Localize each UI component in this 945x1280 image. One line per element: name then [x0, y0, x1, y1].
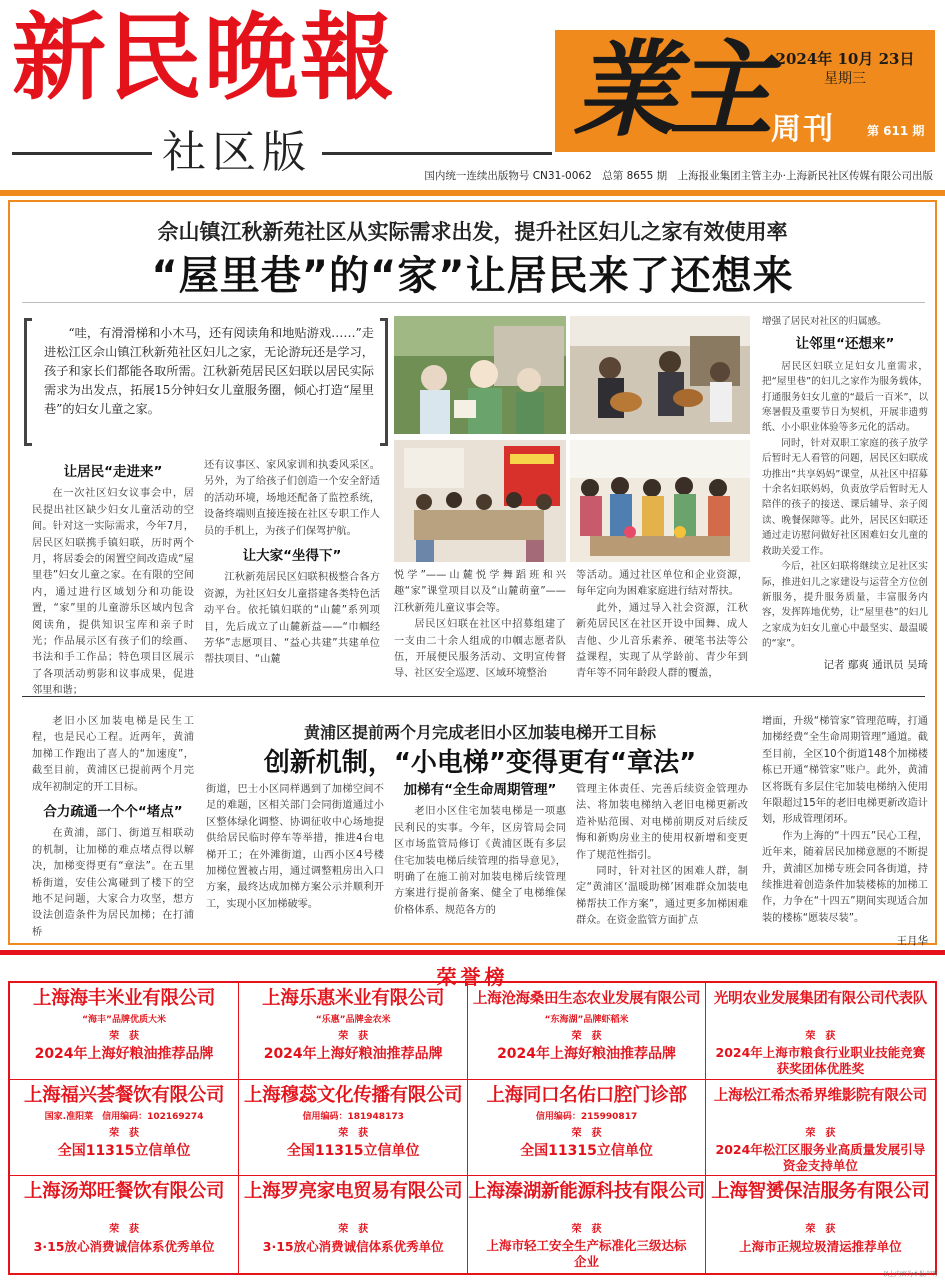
- paper-name: 新民晚報: [12, 3, 397, 113]
- story2-paragraph: 老旧小区住宅加装电梯是一项惠民利民的实事。今年，区房管局会同区市场监管局修订《黄浦区既有多层住宅加装电梯后续管理的指导意见》，明确了在施工前对加装电梯后续管理方案进行提前备案、健全了电梯维保价格体系、规范各方的: [394, 806, 566, 916]
- won-label: 荣 获: [805, 1127, 836, 1139]
- edition-rule-right: [322, 152, 552, 155]
- story2-kicker: 黄浦区提前两个月完成老旧小区加装电梯开工目标: [303, 723, 656, 742]
- company-name: 上海穆蕊文化传播有限公司: [243, 1084, 463, 1106]
- entry-subtitle: “东海湖”品牌虾稻米: [544, 1015, 629, 1025]
- story1-subhead-1: 让居民“走进来”: [63, 464, 163, 480]
- entry-subtitle: [10, 1206, 238, 1220]
- company-name: 上海海丰米业有限公司: [33, 988, 216, 1009]
- entry-subtitle: [468, 1206, 705, 1220]
- won-label: 荣 获: [571, 1127, 602, 1139]
- company-name: 上海罗亮家电贸易有限公司: [243, 1181, 463, 1203]
- story-divider: [22, 696, 925, 697]
- story2-paragraph: 街道，巴士小区同样遇到了加梯空间不足的难题，区相关部门会同街道通过小区整体绿化调整、协调征收中心场地提供给居民临时停车等举措，推进4台电梯开工；在外滩街道，山西小区4号楼加梯位置被占用，通过调整粗房出入口方案，最终达成加梯方案公示并顺利开工，实现小区加梯破零。: [206, 784, 384, 910]
- entry-subtitle: 信用编码：215990817: [535, 1111, 638, 1122]
- story1-paragraph: 今后，社区妇联将继续立足社区实际，推进妇儿之家建设与运营全方位创新服务，提升服务质量，丰富服务内容，发挥阵地优势，让“屋里巷”的妇儿之家成为妇女儿童心中最坚实、最温暖的“家”。: [762, 561, 928, 650]
- photo-children-reading: [394, 316, 566, 434]
- award-name: 3·15放心消费诚信体系优秀单位: [33, 1239, 215, 1255]
- photo-guitar-class: [570, 316, 750, 434]
- story2-subhead-2: 加梯有“全生命周期管理”: [403, 782, 557, 798]
- company-name: 上海福兴荟餐饮有限公司: [23, 1084, 225, 1106]
- story1-lead: [24, 318, 388, 448]
- story1-paragraph: 居民区妇联在社区中招募组建了一支由二十余人组成的巾帼志愿者队伍，开展便民服务活动、文明宣传督导、社区安全巡逻、区域环境整治: [394, 619, 566, 680]
- honor-entry: [10, 983, 239, 1080]
- story1-rule: [22, 302, 925, 303]
- won-label: 荣 获: [109, 1127, 140, 1139]
- honor-entry: [468, 1080, 706, 1177]
- story1-paragraph: 同时，针对双职工家庭的孩子放学后暂时无人看管的问题，居民区妇联成功推出“共享妈妈”课堂，从社区中招募十余名妇联妈妈，负责放学后暂时无人陪伴的孩子的接送、课后辅导、亲子阅读、晚餐保障等。此外，居民区妇联还通过走访慰问做好社区困难妇女儿童的救助关爱工作。: [762, 437, 928, 557]
- story2-column-1: [32, 714, 194, 941]
- honor-entry: [706, 983, 935, 1080]
- story1-subhead-2: 让大家“坐得下”: [242, 548, 342, 565]
- masthead: [0, 0, 945, 186]
- entry-subtitle: “海丰”品牌优质大米: [82, 1015, 166, 1025]
- story1-column-3: [394, 568, 566, 683]
- honor-entry: [239, 983, 468, 1080]
- won-label: 荣 获: [571, 1031, 602, 1042]
- publication-info: 国内统一连续出版物号 CN31-0062 总第 8655 期 上海报业集团主管主办·上海新民社区传媒有限公司出版: [424, 170, 933, 182]
- story1-paragraph: 居民区妇联立足妇女儿童需求，把“屋里巷”的妇儿之家作为服务载体，打通服务妇女儿童的“最后一百米”，以寒暑假及重要节日为契机，开展非遗剪纸、小小职业体验等多元化的活动。: [762, 360, 928, 434]
- issue-date: 2024年 10月 23日: [775, 50, 915, 68]
- story1-subhead-3: 让邻里“还想来”: [795, 336, 895, 353]
- story2-column-4: [576, 782, 748, 930]
- story1-paragraph: 在一次社区妇女议事会中，居民提出社区缺少妇女儿童活动的空间。针对这一实际需求，今年7月，居民区妇联携手镇妇联，历时两个月，将居委会的闲置空间改造成“屋里巷”妇女儿童之家。在有限的空间内，通过进行区域划分和功能设置，“家”里的儿童游乐区域内包含阅读角，提供知识宝库和亲子时光；作品展示区有孩子们的绘画、书法和手工作品；特色项目区展示了各项活动剪影和议事成果，促进邻里和谐；: [32, 488, 194, 697]
- honor-entry: [10, 1176, 239, 1273]
- story2-column-2: [206, 782, 384, 913]
- entry-subtitle: [239, 1206, 467, 1220]
- entry-subtitle: 国家.准阳菜 信用编码：102169274: [44, 1111, 204, 1122]
- story1-headline: “屋里巷”的“家”让居民来了还想来: [151, 253, 794, 299]
- story1-column-1: [32, 456, 194, 700]
- award-name: 全国11315立信单位: [520, 1142, 653, 1159]
- story1-lead-text: “哇，有滑滑梯和小木马，还有阅读角和地贴游戏……”走进松江区佘山镇江秋新苑社区妇儿之家，无论游玩还是学习，孩子和家长们都能各取所需。江秋新苑居民区妇联以居民实际需求为出发点，拓展15分钟妇女儿童服务圈，倾心打造“屋里巷”的妇女儿童之家。: [44, 326, 374, 416]
- honor-entry: [239, 1176, 468, 1273]
- won-label: 荣 获: [109, 1031, 140, 1042]
- honor-entry: [706, 1080, 935, 1177]
- honor-entry: [468, 983, 706, 1080]
- won-label: 荣 获: [338, 1127, 369, 1139]
- award-name: 2024年上海市粮食行业职业技能竞赛获奖团体优胜奖: [715, 1045, 926, 1076]
- story2-paragraph: 管理主体责任、完善后续资金管理办法、将加装电梯纳入老旧电梯更新改造补贴范围、对电梯前期反对后续反悔和新购房业主的使用权新增和变更作了规范性指引。: [576, 784, 748, 861]
- award-name: 上海市轻工安全生产标准化三级达标企业: [486, 1238, 687, 1270]
- company-name: 上海松江希杰希界维影院有限公司: [713, 1087, 927, 1104]
- award-name: 2024年松江区服务业高质量发展引导资金支持单位: [715, 1141, 926, 1173]
- story2-paragraph: 老旧小区加装电梯是民生工程，也是民心工程。近两年，黄浦加梯工作跑出了喜人的“加速度”，截至目前，黄浦区已提前两个月完成年初制定的开工目标。: [32, 716, 194, 793]
- story1-column-5: [762, 314, 928, 673]
- corner-note: 以上内容为本报声明: [882, 1271, 937, 1278]
- award-name: 2024年上海好粮油推荐品牌: [34, 1046, 214, 1062]
- story1-paragraph: 增强了居民对社区的归属感。: [762, 316, 887, 327]
- award-name: 全国11315立信单位: [286, 1142, 420, 1159]
- story2-paragraph: 作为上海的“十四五”民心工程，近年来，随着居民加梯意愿的不断提升，黄浦区加梯专班会同各街道，持续推进着创造条件加装楼栋的加梯工作，力争在“十四五”期间实现适合加装的楼栋“愿装尽装”。: [762, 830, 928, 924]
- award-name: 2024年上海好粮油推荐品牌: [497, 1046, 677, 1062]
- company-name: 上海智赟保洁服务有限公司: [711, 1181, 930, 1203]
- story2-paragraph: 同时，针对社区的困难人群，制定“黄浦区‘温暖助梯’困难群众加装电梯帮扶工作方案”，通过更多加梯困难群众。在资金监管方面扩点: [576, 866, 748, 927]
- story1-paragraph: 悦学”——山麓悦学舞蹈班和兴趣“家”课堂项目以及“山麓萌童”——江秋新苑儿童议事会等。: [394, 570, 566, 614]
- story2-paragraph: 增面，升级“梯管家”管理范畴，打通加梯经费“全生命周期管理”通道。截至目前，全区10个街道148个加梯楼栋已开通“梯管家”账户。此外，黄浦区将既有多层住宅加装电梯纳入使用年限超过15年的老旧电梯更新改造计划，形成管理闭环。: [762, 716, 928, 826]
- story1-paragraph: 还有议事区、家风家训和执委风采区。另外，为了给孩子们创造一个安全舒适的活动环境，场地还配备了监控系统，设备终端则直接连接在社区专职工作人员的手机上，为孩子们保驾护航。: [204, 460, 380, 537]
- honor-entry: [468, 1176, 706, 1273]
- company-name: 上海溱湖新能源科技有限公司: [468, 1181, 705, 1203]
- story2-subhead-1: 合力疏通一个个“堵点”: [43, 804, 183, 821]
- honor-board: [0, 950, 945, 1280]
- award-name: 全国11315立信单位: [57, 1142, 191, 1159]
- story1-paragraph: 此外，通过导入社会资源，江秋新苑居民区在社区开设中国舞、成人吉他、少儿音乐素养、硬笔书法等公益课程，实现了从学龄前、青少年到青年等不同年龄段人群的覆盖，: [576, 602, 748, 680]
- company-name: 上海同口名佑口腔门诊部: [486, 1084, 687, 1106]
- story1-kicker: 佘山镇江秋新苑社区从实际需求出发，提升社区妇儿之家有效使用率: [157, 220, 788, 244]
- story2-column-5: [762, 714, 928, 950]
- story1-byline: 记者 鄢爽 通讯员 吴琦: [823, 658, 928, 671]
- entry-subtitle: [706, 1206, 935, 1220]
- entry-subtitle: “乐惠”品牌金农米: [315, 1015, 391, 1025]
- honor-entry: [10, 1080, 239, 1177]
- won-label: 荣 获: [805, 1224, 836, 1236]
- bracket-right: [380, 318, 388, 446]
- story2-column-3: [394, 782, 566, 919]
- company-name: 上海沧海桑田生态农业发展有限公司: [472, 991, 701, 1007]
- issue-weekday: 星期三: [824, 71, 866, 87]
- edition-label: 社区版: [162, 127, 312, 178]
- won-label: 荣 获: [571, 1224, 602, 1236]
- supplement-weekly: 周刊: [771, 112, 835, 147]
- story-box: [8, 200, 937, 948]
- story1-paragraph: 等活动。通过社区单位和企业资源，每年定向为困难家庭进行结对帮扶。: [576, 570, 748, 598]
- won-label: 荣 获: [338, 1031, 369, 1042]
- award-name: 3·15放心消费诚信体系优秀单位: [262, 1239, 444, 1255]
- won-label: 荣 获: [805, 1031, 836, 1042]
- entry-subtitle: [706, 1110, 935, 1124]
- story1-column-4: [576, 568, 748, 683]
- supplement-title: 業主: [573, 28, 766, 151]
- bracket-left: [24, 318, 32, 446]
- photo-meeting-room: [394, 440, 566, 562]
- entry-subtitle: [706, 1013, 935, 1027]
- photo-flower-activity: [570, 440, 750, 562]
- company-name: 光明农业发展集团有限公司代表队: [713, 991, 927, 1007]
- company-name: 上海汤郑旺餐饮有限公司: [23, 1181, 225, 1203]
- entry-subtitle: 信用编码：181948173: [302, 1111, 404, 1122]
- story2-headline: 创新机制，“小电梯”变得更有“章法”: [263, 748, 697, 778]
- award-name: 2024年上海好粮油推荐品牌: [263, 1046, 443, 1062]
- won-label: 荣 获: [109, 1224, 140, 1236]
- story2-byline: 王月华: [896, 935, 928, 948]
- story1-column-2: [204, 458, 380, 669]
- supplement-banner: [555, 30, 935, 152]
- honor-board-grid: [8, 981, 937, 1275]
- story1-paragraph: 江秋新苑居民区妇联积极整合各方资源，为社区妇女儿童搭建各类特色活动平台。依托镇妇联的“山麓”系列项目，先后成立了山麓新益——“巾帼经芳华”志愿项目、“益心共建”共建单位帮扶项目、“山麓: [204, 572, 380, 666]
- award-name: 上海市正规垃圾清运推荐单位: [739, 1239, 902, 1255]
- issue-number: 第 611 期: [867, 124, 925, 138]
- won-label: 荣 获: [338, 1224, 369, 1236]
- honor-board-title: 荣誉榜: [436, 965, 509, 989]
- story2-paragraph: 在黄浦，部门、街道互相联动的机制，让加梯的难点堵点得以解决，加梯变得更有“章法”。在五里桥街道，安佳公寓碰到了楼下的空地不足问题，大家合力攻坚，想方设法创造条件为居民加梯；在打浦桥: [32, 828, 194, 938]
- company-name: 上海乐惠米业有限公司: [262, 988, 445, 1009]
- honor-entry: [706, 1176, 935, 1273]
- honor-entry: [239, 1080, 468, 1177]
- masthead-divider: [0, 190, 945, 196]
- edition-rule-left: [12, 152, 152, 155]
